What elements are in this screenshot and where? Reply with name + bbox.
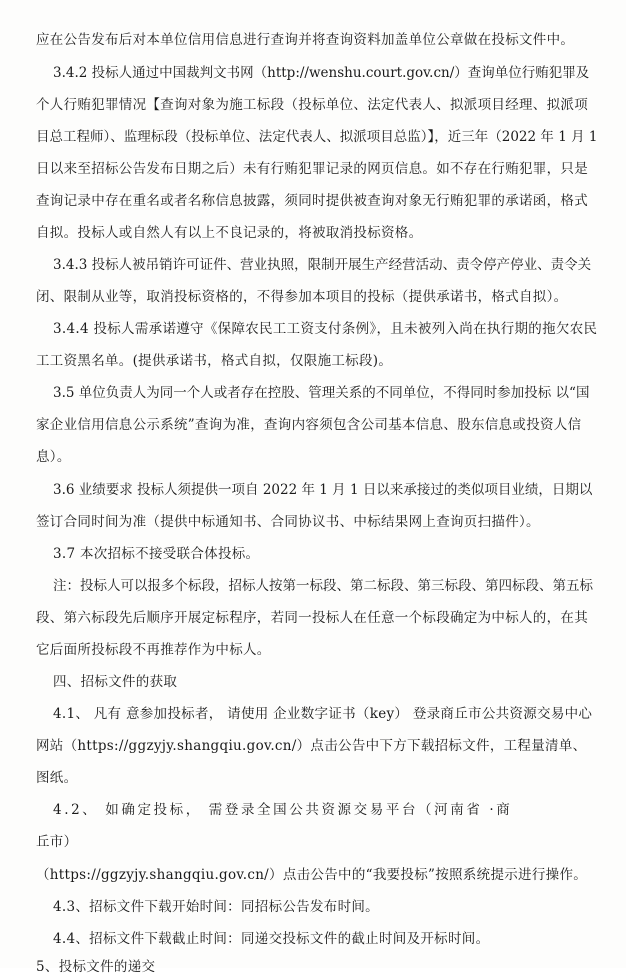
text-line-1: 应在公告发布后对本单位信用信息进行查询并将查询资料加盖单位公章做在投标文件中。 [36, 32, 575, 48]
text-line-13: 家企业信用信息公示系统”查询为准，查询内容须包含公司基本信息、股东信息或投资人信 [36, 417, 582, 433]
text-line-4: 目总工程师）、监理标段（投标单位、法定代表人、拟派项目总监）】，近三年（2022 年 1 月 1 [36, 129, 598, 145]
text-line-28: 4.3、招标文件下载开始时间：同招标公告发布时间。 [53, 899, 379, 915]
text-line-18: 注：投标人可以报多个标段，招标人按第一标段、第二标段、第三标段、第四标段、第五标 [53, 578, 593, 594]
text-line-5: 日以来至招标公告发布日期之后）未有行贿犯罪记录的网页信息。如不存在行贿犯罪，只是 [36, 161, 588, 177]
text-line-22: 4.1、 凡有 意参加投标者， 请使用 企业数字证书（key） 登录商丘市公共资源交易中心 [53, 706, 593, 722]
text-line-27: （https://ggzyjy.shangqiu.gov.cn/）点击公告中的“我要投标”按照系统提示进行操作。 [36, 867, 588, 883]
text-line-8: 3.4.3 投标人被吊销许可证件、营业执照，限制开展生产经营活动、责令停产停业、责令关 [53, 257, 592, 273]
text-line-23: 网站（https://ggzyjy.shangqiu.gov.cn/）点击公告中下方下载招标文件，工程量清单、 [36, 738, 587, 754]
text-line-19: 段、第六标段先后顺序开展定标程序，若同一投标人在任意一个标段确定为中标人的，在其 [36, 610, 588, 626]
text-line-11: 工工资黑名单。(提供承诺书，格式自拟，仅限施工标段)。 [36, 353, 393, 369]
text-line-14: 息）。 [36, 449, 71, 465]
text-line-17: 3.7 本次招标不接受联合体投标。 [53, 546, 260, 562]
text-line-29: 4.4、招标文件下载截止时间：同递交投标文件的截止时间及开标时间。 [53, 931, 490, 947]
text-line-24: 图纸。 [36, 770, 78, 786]
text-line-7: 自拟。投标人或自然人有以上不良记录的，将被取消投标资格。 [36, 225, 423, 241]
text-line-10: 3.4.4 投标人需承诺遵守《保障农民工工资支付条例》，且未被列入尚在执行期的拖欠农民 [53, 321, 598, 337]
text-line-12: 3.5 单位负责人为同一个人或者存在控股、管理关系的不同单位，不得同时参加投标 以“国 [53, 385, 590, 401]
text-line-6: 查询记录中存在重名或者名称信息披露，须同时提供被查询对象无行贿犯罪的承诺函，格式 [36, 193, 588, 209]
text-line-21: 四、招标文件的获取 [53, 674, 178, 690]
text-line-9: 闭、限制从业等，取消投标资格的，不得参加本项目的投标（提供承诺书，格式自拟）。 [36, 289, 568, 305]
text-line-2: 3.4.2 投标人通过中国裁判文书网（http://wenshu.court.gov.cn/）查询单位行贿犯罪及 [53, 65, 590, 81]
text-line-25: 4.2、 如确定投标， 需登录全国公共资源交易平台（河南省 ·商 [53, 802, 513, 818]
text-line-26: 丘市） [36, 834, 78, 850]
text-line-16: 签订合同时间为准（提供中标通知书、合同协议书、中标结果网上查询页扫描件）。 [36, 514, 540, 530]
text-line-20: 它后面所投标段不再推荐作为中标人。 [36, 642, 271, 658]
text-line-15: 3.6 业绩要求 投标人须提供一项自 2022 年 1 月 1 日以来承接过的类似项目业绩，日期以 [53, 482, 593, 498]
text-line-30: 5、投标文件的递交 [36, 959, 156, 975]
text-line-3: 个人行贿犯罪情况【查询对象为施工标段（投标单位、法定代表人、拟派项目经理、拟派项 [36, 97, 588, 113]
